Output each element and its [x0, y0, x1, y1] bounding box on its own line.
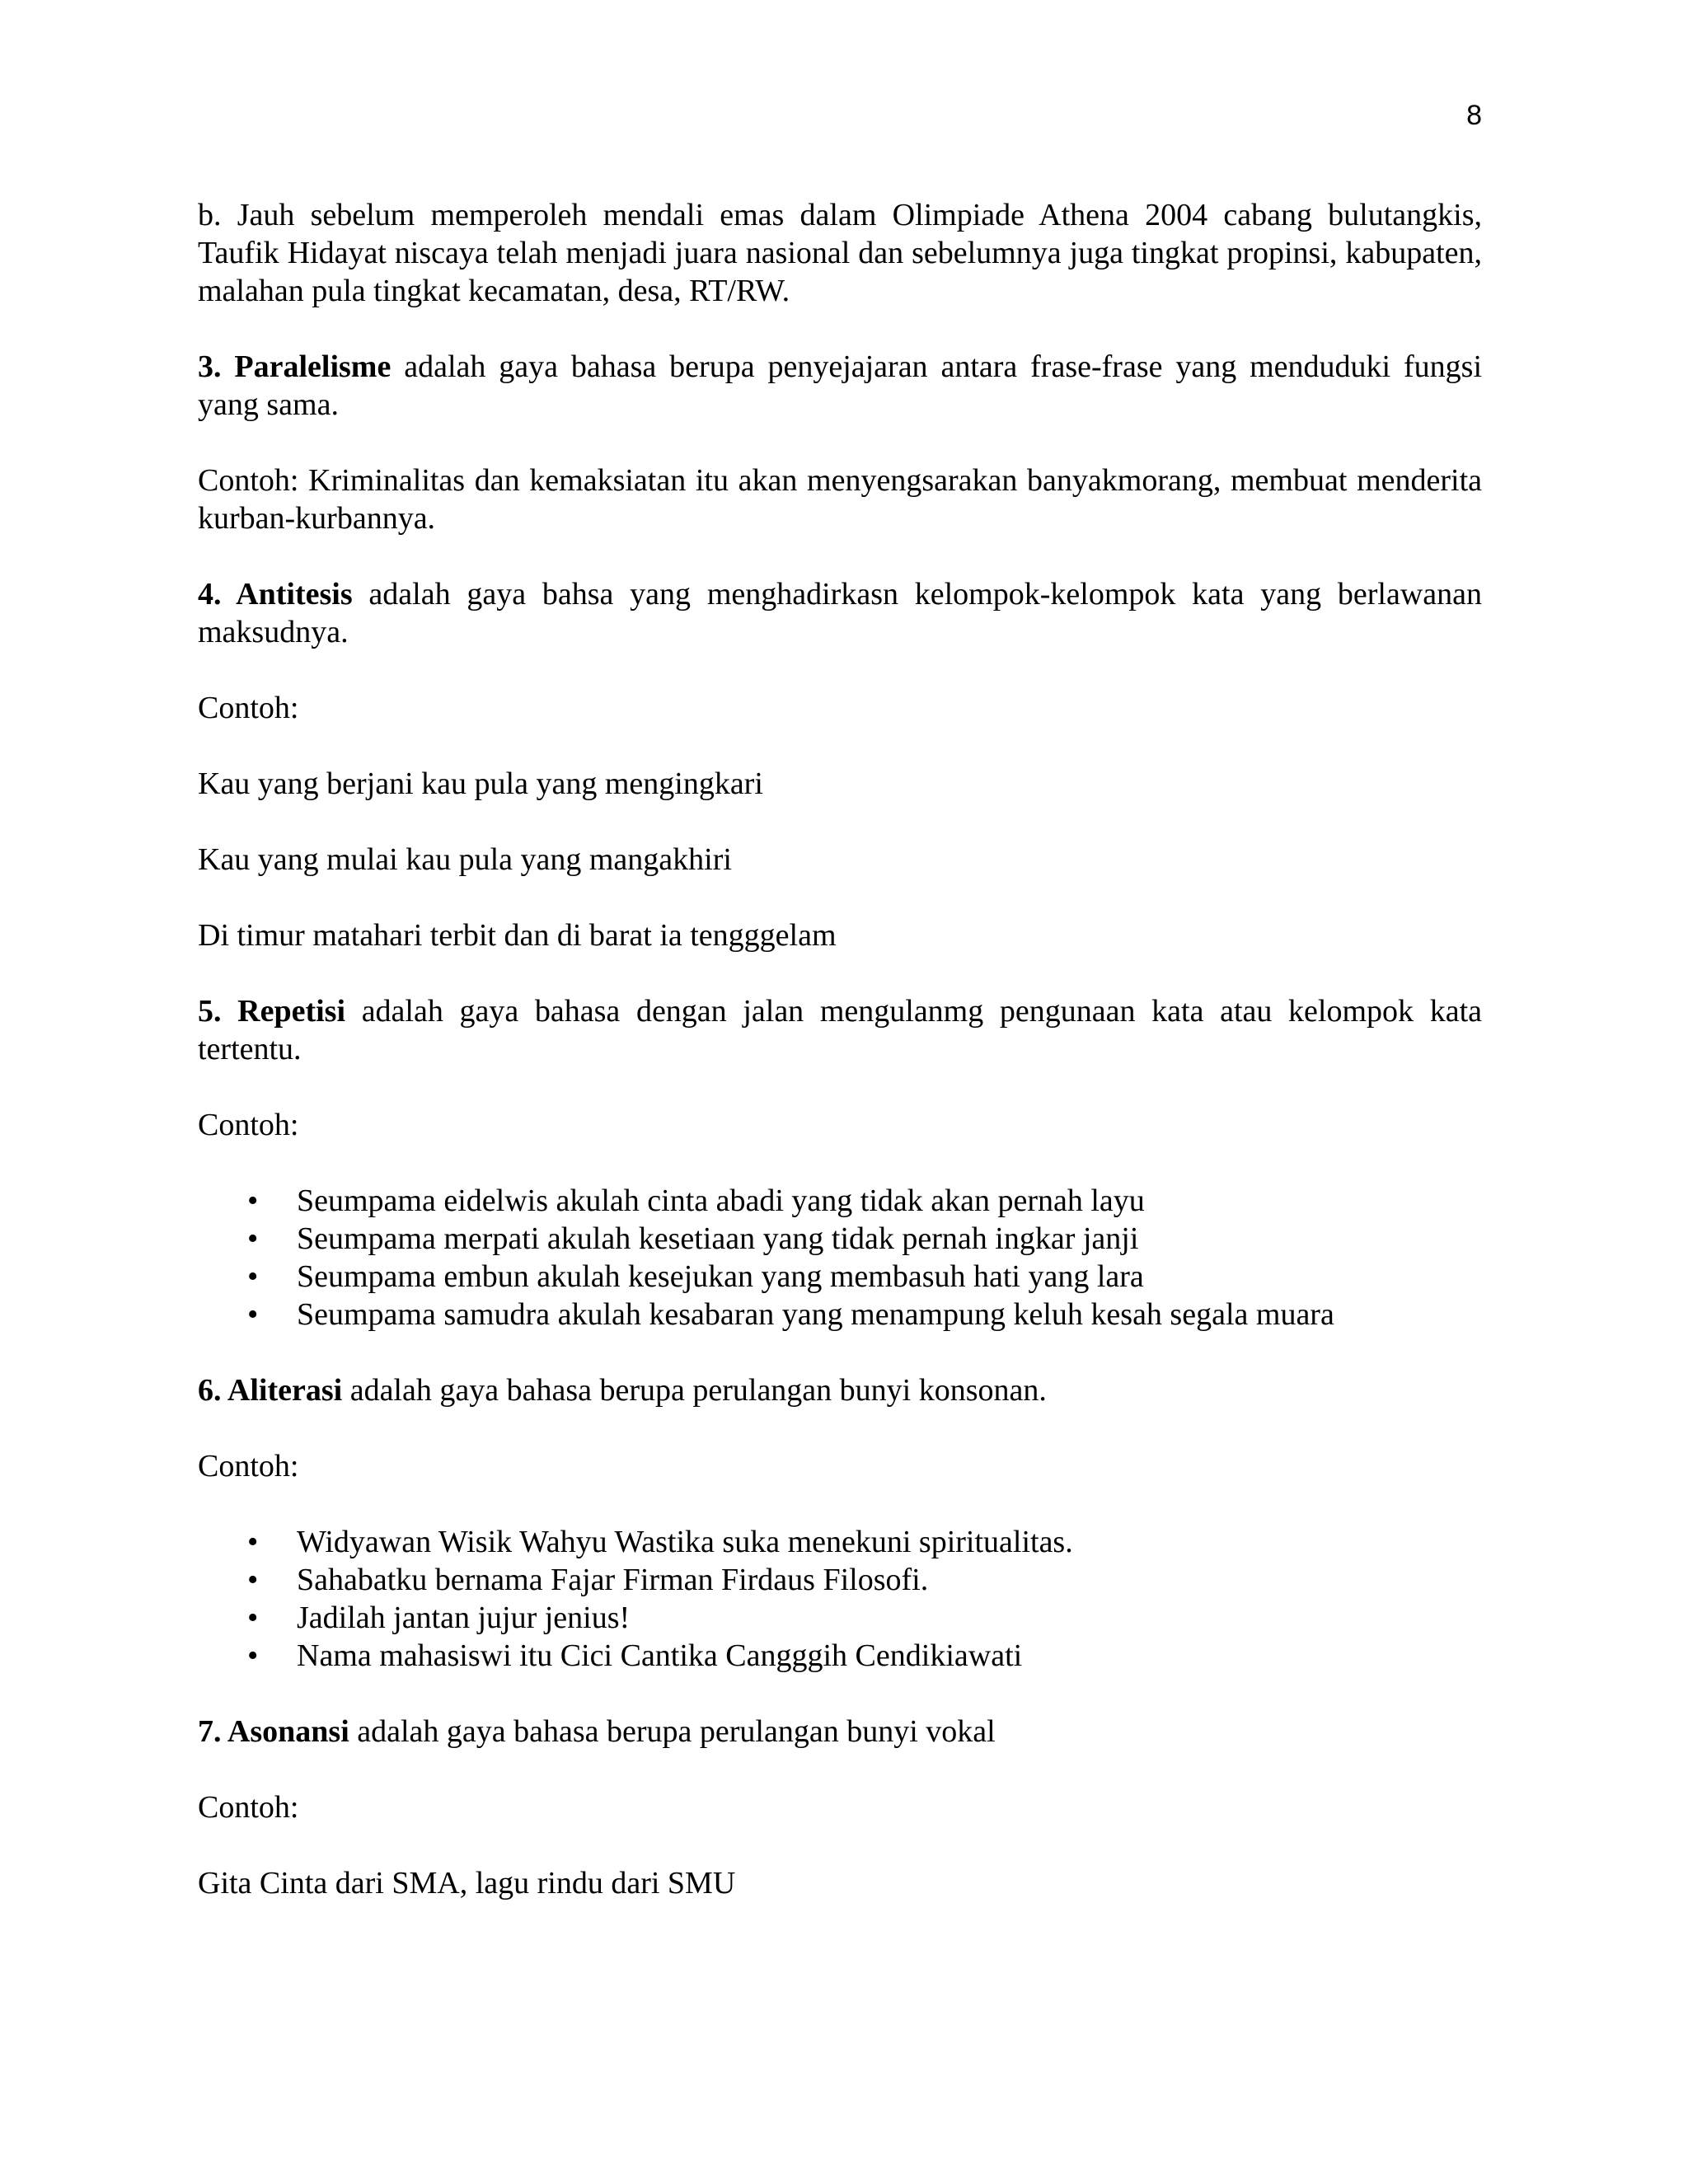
list-item [198, 1523, 1482, 1561]
antitesis-line-3: Di timur matahari terbit dan di barat ia tengggelam [198, 918, 837, 953]
term-asonansi: 7. Asonansi [198, 1714, 349, 1749]
list-item [198, 1258, 1482, 1296]
list-item-text: Seumpama eidelwis akulah cinta abadi yang tidak akan pernah layu [297, 1183, 1145, 1218]
term-repetisi: 5. Repetisi [198, 994, 346, 1029]
definition-text: adalah gaya bahsa yang menghadirkasn kelompok-kelompok kata yang berlawanan maksudnya. [198, 577, 1482, 649]
bullet-icon: • [247, 1297, 259, 1332]
definition-text: adalah gaya bahasa dengan jalan mengulanmg pengunaan kata atau kelompok kata tertentu. [198, 994, 1482, 1066]
list-item-text: Nama mahasiswi itu Cici Cantika Cangggih Cendikiawati [297, 1638, 1023, 1673]
bullet-icon: • [247, 1221, 259, 1256]
asonansi-definition [198, 1713, 1482, 1750]
antitesis-line-2: Kau yang mulai kau pula yang mangakhiri [198, 842, 732, 877]
paralelisme-definition [198, 348, 1482, 424]
list-item [198, 1220, 1482, 1258]
list-item [198, 1637, 1482, 1675]
asonansi-example-label: Contoh: [198, 1790, 299, 1825]
antitesis-definition [198, 575, 1482, 651]
list-item [198, 1296, 1482, 1333]
repetisi-example-label: Contoh: [198, 1108, 299, 1142]
term-aliterasi: 6. Aliterasi [198, 1373, 343, 1408]
list-item-text: Sahabatku bernama Fajar Firman Firdaus Filosofi. [297, 1563, 929, 1597]
bullet-icon: • [247, 1183, 259, 1218]
document-body [198, 196, 1482, 1940]
asonansi-example: Gita Cinta dari SMA, lagu rindu dari SMU [198, 1866, 736, 1900]
paralelisme-example: Contoh: Kriminalitas dan kemaksiatan itu akan menyengsarakan banyakmorang, membuat menderita kurban-kurbannya. [198, 463, 1482, 536]
list-item [198, 1561, 1482, 1599]
aliterasi-example-label: Contoh: [198, 1449, 299, 1483]
definition-text: adalah gaya bahasa berupa penyejajaran antara frase-frase yang menduduki fungsi yang sama. [198, 349, 1482, 422]
paragraph-intro-b: b. Jauh sebelum memperoleh mendali emas dalam Olimpiade Athena 2004 cabang bulutangkis, Taufik Hidayat niscaya telah menjadi juara nasional dan sebelumnya juga tingkat propinsi, kabupaten, malahan pula tingkat kecamatan, desa, RT/RW. [198, 198, 1482, 308]
repetisi-definition [198, 992, 1482, 1068]
definition-text: adalah gaya bahasa berupa perulangan bunyi konsonan. [342, 1373, 1047, 1408]
bullet-icon: • [247, 1601, 259, 1635]
list-item-text: Seumpama embun akulah kesejukan yang membasuh hati yang lara [297, 1259, 1144, 1294]
term-paralelisme: 3. Paralelisme [198, 349, 392, 384]
bullet-icon: • [247, 1638, 259, 1673]
bullet-icon: • [247, 1525, 259, 1559]
aliterasi-definition [198, 1371, 1482, 1409]
bullet-icon: • [247, 1563, 259, 1597]
page-number: 8 [1466, 100, 1482, 131]
antitesis-line-1: Kau yang berjani kau pula yang mengingkari [198, 766, 763, 801]
antitesis-example-label: Contoh: [198, 691, 299, 725]
repetisi-bullet-list [198, 1182, 1482, 1333]
list-item-text: Jadilah jantan jujur jenius! [297, 1601, 631, 1635]
definition-text: adalah gaya bahasa berupa perulangan bunyi vokal [349, 1714, 996, 1749]
list-item [198, 1182, 1482, 1220]
term-antitesis: 4. Antitesis [198, 577, 353, 612]
bullet-icon: • [247, 1259, 259, 1294]
list-item-text: Seumpama merpati akulah kesetiaan yang tidak pernah ingkar janji [297, 1221, 1139, 1256]
aliterasi-bullet-list [198, 1523, 1482, 1675]
list-item [198, 1599, 1482, 1637]
list-item-text: Widyawan Wisik Wahyu Wastika suka menekuni spiritualitas. [297, 1525, 1073, 1559]
list-item-text: Seumpama samudra akulah kesabaran yang menampung keluh kesah segala muara [297, 1297, 1334, 1332]
